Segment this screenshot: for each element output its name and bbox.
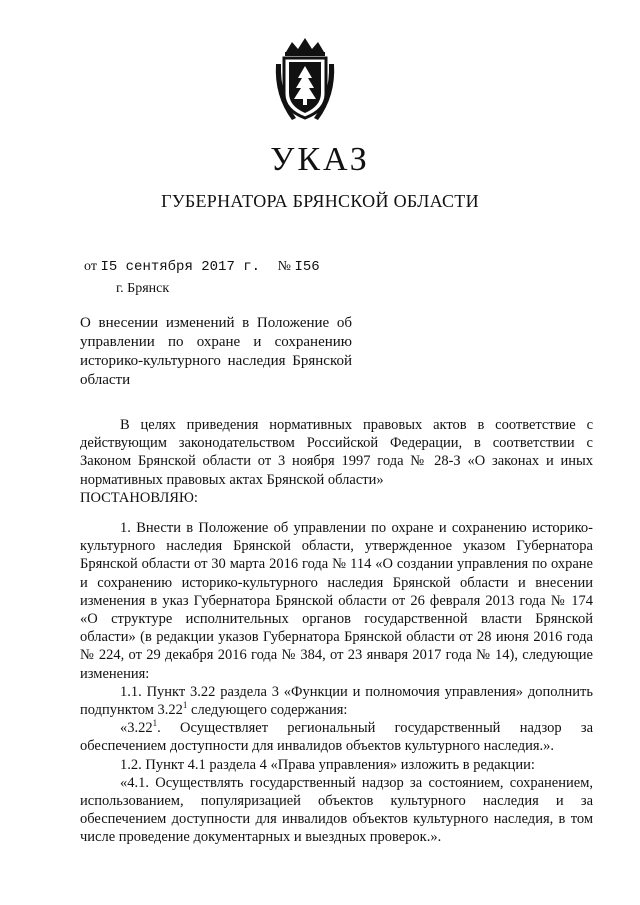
document-title: УКАЗ: [270, 141, 370, 178]
quote-1-paragraph: «3.22$^1$. Осуществляет региональный государственный надзор за обеспечением доступности для инвалидов объектов культурного наследия.».: [80, 718, 593, 755]
item-1-1-paragraph: 1.1. Пункт 3.22 раздела 3 «Функции и полномочия управления» дополнить подпунктом 3.22$^1$ следующего содержания:: [80, 683, 593, 719]
date-number-line: [84, 258, 320, 276]
preamble-paragraph: В целях приведения нормативных правовых актов в соответствие с действующим законодательством Российской Федерации, в соответствии с Законом Брянской области от 3 ноября 1997 года № 28-З «О законах и иных нормативных правовых актах Брянской области»: [80, 417, 593, 488]
document-subtitle: ГУБЕРНАТОРА БРЯНСКОЙ ОБЛАСТИ: [161, 191, 479, 211]
item-1-2-paragraph: 1.2. Пункт 4.1 раздела 4 «Права управления» изложить в редакции:: [120, 756, 535, 773]
number-label: №: [277, 259, 291, 274]
decree-word: ПОСТАНОВЛЯЮ:: [80, 489, 198, 506]
document-date: I5 сентября 2017 г.: [100, 259, 261, 275]
document-body: [80, 416, 593, 847]
document-number: I56: [294, 259, 320, 275]
document-subject: О внесении изменений в Положение об управлении по охране и сохранению историко-культурного наследия Брянской области: [80, 315, 352, 388]
date-prefix: от: [84, 259, 97, 274]
quote-2-paragraph: «4.1. Осуществлять государственный надзор за состоянием, сохранением, использованием, популяризацией объектов культурного наследия и за обеспечением доступности для инвалидов объектов культурного наследия, в том числе проведение документарных и выездных проверок.».: [80, 774, 593, 846]
coat-of-arms-icon: [272, 36, 338, 122]
item-1-paragraph: 1. Внести в Положение об управлении по охране и сохранению историко-культурного наследия Брянской области, утвержденное указом Губернатора Брянской области от 30 марта 2016 года № 114 «О создании управления по охране и сохранению историко-культурного наследия Брянской области и внесении изменения в указ Губернатора Брянской области от 26 февраля 2013 года № 174 «О структуре исполнительных органов государственной власти Брянской области» (в редакции указов Губернатора Брянской области от 28 июня 2016 года № 224, от 29 декабря 2016 года № 384, от 23 января 2017 года № 14), следующие изменения:: [80, 520, 593, 682]
city: г. Брянск: [116, 281, 170, 296]
